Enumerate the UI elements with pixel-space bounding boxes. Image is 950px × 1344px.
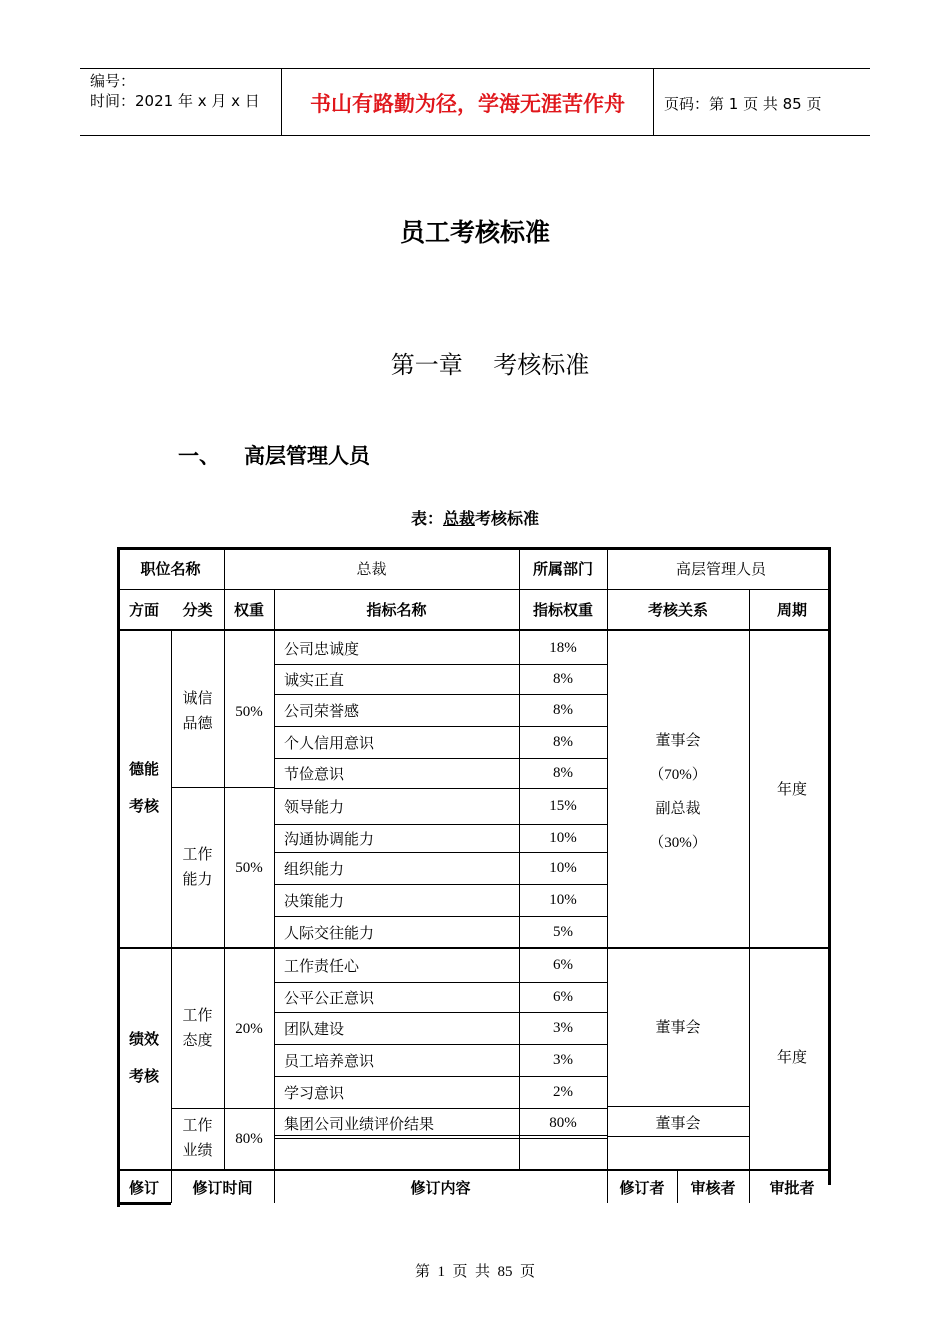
caption-underlined: 总裁 (442, 509, 475, 528)
position-value: 总裁 (356, 561, 387, 578)
category-label: 工作 (182, 1118, 213, 1134)
chapter-title: 第一章 考核标准 (390, 351, 590, 379)
section-number: 一、 (178, 444, 220, 468)
table-rule (171, 629, 172, 1203)
table-rule (607, 1106, 749, 1107)
aspect-label: 绩效 (128, 1030, 159, 1048)
header-relation: 考核关系 (647, 600, 708, 619)
category-cell (171, 949, 224, 1109)
table-caption (0, 506, 950, 529)
indicator-weight: 8% (553, 701, 573, 718)
indicator-name: 沟通协调能力 (284, 831, 375, 848)
table-rule (171, 787, 274, 788)
header-aspect: 方面 (128, 600, 159, 619)
table-rule (274, 1138, 607, 1139)
group-weight: 80% (235, 1130, 263, 1147)
indicator-name: 公司忠诚度 (284, 641, 360, 658)
relation-text: （70%） (649, 767, 707, 783)
indicator-weight: 3% (553, 1051, 573, 1068)
relation-cell: 董事会 (655, 1115, 701, 1132)
indicator-name: 个人信用意识 (284, 735, 375, 752)
header-category: 分类 (182, 600, 213, 619)
table-rule (224, 589, 225, 1169)
aspect-cell (117, 629, 171, 947)
table-rule (274, 1135, 607, 1136)
section-heading (178, 440, 370, 470)
indicator-name: 组织能力 (284, 861, 345, 878)
relation-text: 副总裁 (655, 801, 701, 817)
header-indicator-weight: 指标权重 (532, 600, 593, 619)
indicator-weight: 6% (553, 956, 573, 973)
page-header (80, 68, 870, 136)
table-rule (117, 1169, 830, 1171)
relation-text: （30%） (649, 835, 707, 851)
table-rule (274, 788, 607, 789)
table-rule (274, 982, 607, 983)
indicator-name: 工作责任心 (284, 958, 360, 975)
indicator-name: 诚实正直 (284, 672, 345, 689)
indicator-name (274, 1139, 519, 1167)
number-label: 编号： (90, 72, 136, 90)
caption-prefix: 表： (410, 509, 443, 528)
reviser-label: 修订者 (619, 1178, 665, 1197)
motto: 书山有路勤为径，学海无涯苦作舟 (282, 69, 654, 135)
revision-label: 修订 (128, 1178, 159, 1197)
table-rule (171, 1108, 274, 1109)
table-rule (519, 547, 520, 1169)
table-rule (274, 852, 607, 853)
revision-content-label: 修订内容 (410, 1178, 471, 1197)
category-cell (171, 789, 224, 947)
reviewer-label: 审核者 (690, 1178, 736, 1197)
assessment-table (117, 547, 835, 1207)
category-label: 工作 (182, 847, 213, 863)
table-rule (607, 1136, 749, 1137)
category-label: 工作 (182, 1008, 213, 1024)
table-rule (749, 589, 750, 1203)
indicator-weight: 5% (553, 923, 573, 940)
table-rule (274, 694, 607, 695)
table-rule (274, 589, 275, 1203)
group-weight: 50% (235, 703, 263, 720)
relation-cell (607, 637, 749, 947)
indicator-weight: 8% (553, 670, 573, 687)
aspect-label: 德能 (128, 760, 159, 778)
indicator-name: 决策能力 (284, 893, 345, 910)
indicator-weight: 10% (549, 891, 577, 908)
table-rule (224, 547, 225, 589)
aspect-cell (117, 947, 171, 1169)
table-rule (117, 1202, 171, 1205)
page-footer: 第 1 页 共 85 页 (414, 1264, 535, 1280)
period-cell: 年度 (776, 781, 807, 798)
group-weight: 20% (235, 1020, 263, 1037)
table-rule (274, 824, 607, 825)
table-rule (274, 758, 607, 759)
indicator-weight: 18% (549, 639, 577, 656)
category-cell (171, 637, 224, 787)
table-rule (274, 1044, 607, 1045)
header-meta (80, 69, 282, 135)
category-cell (171, 1109, 224, 1169)
indicator-name: 节俭意识 (284, 766, 345, 783)
table-rule (274, 1076, 607, 1077)
indicator-name: 集团公司业绩评价结果 (284, 1116, 435, 1133)
time-label: 时间：2021 年 x 月 x 日 (90, 92, 260, 110)
relation-text: 董事会 (655, 733, 701, 749)
header-weight: 权重 (233, 600, 264, 619)
table-rule (274, 664, 607, 665)
revision-time-label: 修订时间 (192, 1178, 253, 1197)
dept-label: 所属部门 (532, 559, 593, 578)
table-rule (274, 916, 607, 917)
indicator-weight: 8% (553, 733, 573, 750)
table-rule (677, 1169, 678, 1203)
section-title: 高层管理人员 (244, 444, 370, 468)
group-weight: 50% (235, 859, 263, 876)
header-period: 周期 (776, 600, 807, 619)
indicator-weight: 8% (553, 764, 573, 781)
indicator-weight: 2% (553, 1083, 573, 1100)
table-border (117, 547, 120, 1207)
table-border (828, 547, 831, 1185)
indicator-weight: 10% (549, 829, 577, 846)
position-label: 职位名称 (140, 559, 201, 578)
period-cell: 年度 (776, 1049, 807, 1066)
indicator-weight: 6% (553, 988, 573, 1005)
dept-value: 高层管理人员 (675, 561, 766, 578)
page-info: 页码：第 1 页 共 85 页 (664, 95, 822, 113)
indicator-name: 领导能力 (284, 799, 345, 816)
table-rule (274, 1108, 607, 1109)
approver-label: 审批者 (769, 1178, 815, 1197)
indicator-name: 公司荣誉感 (284, 703, 360, 720)
table-rule (607, 547, 608, 1203)
category-label: 诚信 (182, 691, 213, 707)
caption-suffix: 考核标准 (475, 509, 540, 528)
aspect-label: 考核 (128, 797, 159, 815)
indicator-weight: 3% (553, 1019, 573, 1036)
indicator-name: 员工培养意识 (284, 1053, 375, 1070)
table-rule (274, 884, 607, 885)
indicator-weight (519, 1139, 607, 1167)
aspect-label: 考核 (128, 1067, 159, 1085)
indicator-weight: 80% (549, 1114, 577, 1131)
indicator-weight: 10% (549, 859, 577, 876)
category-label: 态度 (182, 1033, 213, 1049)
indicator-name: 公平公正意识 (284, 990, 375, 1007)
indicator-name: 团队建设 (284, 1021, 345, 1038)
category-label: 品德 (182, 716, 213, 732)
relation-cell: 董事会 (655, 1020, 701, 1036)
header-indicator: 指标名称 (366, 600, 427, 619)
doc-title: 员工考核标准 (399, 218, 550, 247)
indicator-name: 学习意识 (284, 1085, 345, 1102)
category-label: 能力 (182, 872, 213, 888)
table-rule (274, 1012, 607, 1013)
indicator-weight: 15% (549, 797, 577, 814)
indicator-name: 人际交往能力 (284, 925, 375, 942)
category-label: 业绩 (182, 1143, 213, 1159)
table-rule (274, 726, 607, 727)
